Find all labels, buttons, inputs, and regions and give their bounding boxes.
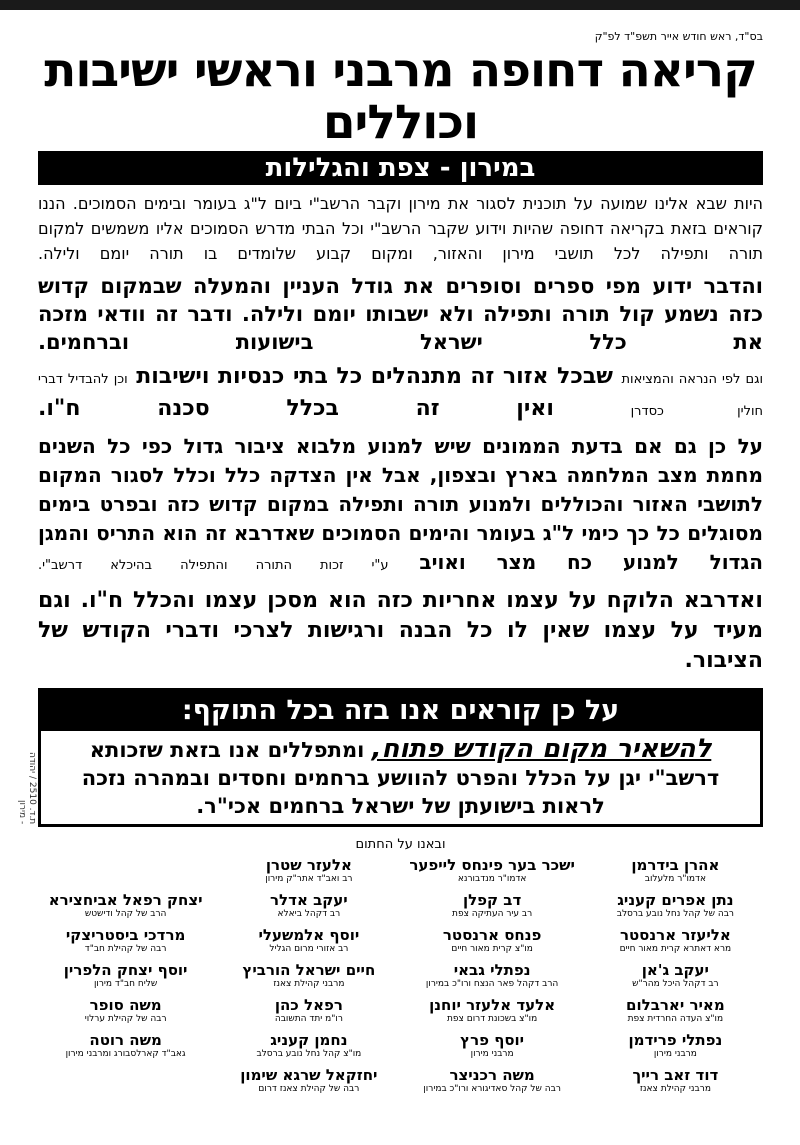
signature bbox=[588, 891, 763, 920]
signature-name: אליעזר ארנסטר bbox=[619, 926, 731, 944]
signature bbox=[38, 996, 213, 1025]
paragraph-3-end: ואין זה בכלל סכנה ח"ו. bbox=[38, 396, 554, 421]
paragraph-3-intro: וגם לפי הנראה והמציאות bbox=[621, 372, 763, 387]
signature bbox=[405, 1031, 580, 1060]
signature bbox=[221, 1031, 396, 1060]
signature-name: מאיר יארבלום bbox=[626, 996, 725, 1014]
signature bbox=[221, 996, 396, 1025]
signature bbox=[221, 926, 396, 955]
signature bbox=[38, 891, 213, 920]
notice-title: קריאה דחופה מרבני וראשי ישיבות וכוללים bbox=[44, 43, 757, 150]
signature-name: מרדכי ביסטריצקי bbox=[65, 926, 186, 944]
signature bbox=[38, 856, 213, 885]
signature-role: גאב"ד קארלסבורג ומרבני מירון bbox=[65, 1049, 186, 1059]
signature-name: יצחק רפאל אביחצירא bbox=[48, 891, 203, 909]
signature-name: אלעזר שטרן bbox=[265, 856, 352, 874]
signature bbox=[588, 1066, 763, 1095]
location-subtitle: במירון - צפת והגלילות bbox=[38, 151, 763, 185]
signature bbox=[405, 926, 580, 955]
signature-role: רבה של קהל נחל נובע ברסלב bbox=[616, 909, 735, 919]
signature-role: רבה של קהילת צאנז דרום bbox=[258, 1084, 360, 1094]
signature-name: יוסף אלמשעלי bbox=[258, 926, 360, 944]
signature-name: חיים ישראל הורביץ bbox=[242, 961, 376, 979]
notice-page bbox=[17, 30, 763, 1095]
signature bbox=[588, 926, 763, 955]
signature-role: מרבני מירון bbox=[470, 1049, 514, 1059]
signature-name: משה סופר bbox=[89, 996, 162, 1014]
date-line: בס"ד, ראש חודש אייר תשפ"ד לפ"ק bbox=[594, 30, 763, 43]
signature-role: רו"מ יתד התשובה bbox=[274, 1014, 343, 1024]
signature-name: יעקב ג'אן bbox=[641, 961, 709, 979]
signature bbox=[38, 961, 213, 990]
signature-role: מו"צ קרית מאור חיים bbox=[451, 944, 533, 954]
call-box-emphasis: להשאיר מקום הקודש פתוח, bbox=[371, 734, 712, 764]
signature-role: מרבני קהילת צאנז bbox=[639, 1084, 711, 1094]
signature-role: רב דקהל ביאלא bbox=[277, 909, 341, 919]
paragraph-4-end: ע"י זכות התורה והתפילה בהיכלא דרשב"י. bbox=[38, 558, 389, 573]
signature-name: נפתלי גבאי bbox=[453, 961, 531, 979]
signature-role: רב ואב"ד אתר"ק מירון bbox=[265, 874, 353, 884]
signature-name: אהרן בידרמן bbox=[631, 856, 720, 874]
paragraph-2: והדבר ידוע מפי ספרים וסופרים את גודל העניין והמעלה שבמקום קדוש כזה נשמע קול תורה ותפילה ולא ישבותו יומם ולילה. ודבר זה וודאי מזכה את כלל ישראל בישועות וברחמים. bbox=[38, 274, 763, 354]
signature-role: רבה של קהל סאדיגורא ורו"כ במירון bbox=[423, 1084, 561, 1094]
paragraph-4 bbox=[38, 432, 763, 580]
signature bbox=[38, 926, 213, 955]
signature-role: מו"צ קהל נחל נובע ברסלב bbox=[256, 1049, 362, 1059]
signature-role: רבה של קהילת ערלוי bbox=[84, 1014, 167, 1024]
paragraph-5: ואדרבא הלוקח על עצמו אחריות כזה הוא מסכן עצמו והכלל ח"ו. וגם מעיד על עצמו שאין לו כל הבנה ורגישות לצרכי ודברי הקודש של הציבור. bbox=[38, 588, 763, 673]
signature bbox=[588, 996, 763, 1025]
signature-name: נפתלי פרידמן bbox=[628, 1031, 723, 1049]
signature bbox=[405, 961, 580, 990]
signature-role: מו"צ בשכונת דרום צפת bbox=[447, 1014, 538, 1024]
signature bbox=[38, 1066, 213, 1095]
signatures-grid bbox=[38, 856, 763, 1095]
signature-role: מו"צ העדה החרדית צפת bbox=[627, 1014, 724, 1024]
call-box-heading: על כן קוראים אנו בזה בכל התוקף: bbox=[41, 691, 760, 731]
signature-role: אדמו"ר מנדבורנא bbox=[457, 874, 527, 884]
signature bbox=[588, 856, 763, 885]
signature-name: משה רכניצר bbox=[449, 1066, 535, 1084]
signature-name: דב קפלן bbox=[462, 891, 522, 909]
signature-name: דוד זאב רייך bbox=[632, 1066, 719, 1084]
signature-name: נתן אפרים קעניג bbox=[617, 891, 734, 909]
signature-name: רפאל כהן bbox=[274, 996, 343, 1014]
signature bbox=[405, 996, 580, 1025]
signature-role: מרא דאתרא קרית מאור חיים bbox=[619, 944, 732, 954]
signature bbox=[405, 891, 580, 920]
call-box-text: ומתפללים אנו בזאת שזכותא דרשב"י יגן על הכלל והפרט להוושע ברחמים וחסדים ובמהרה נזכה לראות בישועתן של ישראל ברחמים אכי"ר. bbox=[81, 738, 720, 818]
signature bbox=[221, 891, 396, 920]
signature bbox=[588, 1031, 763, 1060]
signature-name: אלעד אלעזר יוחנן bbox=[429, 996, 556, 1014]
signature-role: רבה של קהילת חב"ד bbox=[84, 944, 167, 954]
signature-name: יוסף פרץ bbox=[460, 1031, 525, 1049]
signature-role: הרב של קהל ודישטש bbox=[84, 909, 167, 919]
signature-role: מרבני קהילת צאנז bbox=[273, 979, 345, 989]
signature bbox=[221, 1066, 396, 1095]
paragraph-3-main: שבכל אזור זה מתנהלים כל בתי כנסיות וישיבות bbox=[136, 364, 613, 389]
call-box-body bbox=[41, 731, 760, 824]
signature bbox=[221, 856, 396, 885]
paragraph-3 bbox=[38, 362, 763, 426]
side-note: ת.ד. 2510 / יהודה - מירון bbox=[17, 751, 37, 824]
call-box bbox=[17, 688, 763, 827]
paragraph-3-aside: וכן להבדיל דברי חולין כסדרן bbox=[38, 372, 763, 419]
signature-name: ישכר בער פינחס לייפער bbox=[409, 856, 575, 874]
signature-role: אדמו"ר מלעלוב bbox=[644, 874, 706, 884]
signature-name: יעקב אדלר bbox=[270, 891, 348, 909]
top-bar bbox=[0, 0, 800, 10]
signature-name: יוסף יצחק הלפרין bbox=[63, 961, 188, 979]
paragraph-1: היות שבא אלינו שמועה על תוכנית לסגור את מירון וקבר הרשב"י ביום ל"ג בעומר ובימים הסמוכים. הננו קוראים בזאת בקריאה דחופה שהיות וידוע שקבר הרשב"י וכל הבתי מדרש הסמוכים אליו משמשים למקום תורה ותפילה לכל תושבי מירון והאזור, ומקום קבוע שלומדים בו תורה יומם ולילה. bbox=[38, 194, 763, 263]
signature-role: רב דקהל היכל מהר"ש bbox=[632, 979, 719, 989]
signature-role: מרבני מירון bbox=[653, 1049, 697, 1059]
signature-role: רב אזורי מרום הגליל bbox=[269, 944, 349, 954]
signed-label: ובאנו על החתום bbox=[355, 837, 446, 852]
signature bbox=[221, 961, 396, 990]
signature-role: רב עיר העתיקה צפת bbox=[452, 909, 533, 919]
signature-role: שליח חב"ד מירון bbox=[93, 979, 158, 989]
signature-name: פנחס ארנסטר bbox=[442, 926, 542, 944]
paragraph-4-main: על כן גם אם בדעת הממונים שיש למנוע מלבוא ציבור גדול כפי כל השנים מחמת מצב המלחמה בארץ ובצפון, אבל אין הצדקה כלל וכלל לסגור המקום לתושבי האזור והכוללים ולמנוע תורה ותפילה במקום קדוש כזה ובפרט בימים מסוגלים כל כך כימי ל"ג בעומר והימים הסמוכים שאדרבא זה הוא התריס והמגן הגדול למנוע כח מצר ואויב bbox=[38, 434, 763, 574]
signature-name: נחמן קעניג bbox=[270, 1031, 348, 1049]
signature-role: הרב דקהל פאר הנצח ורו"כ במירון bbox=[425, 979, 559, 989]
signature bbox=[405, 1066, 580, 1095]
signature-name: משה רוטה bbox=[89, 1031, 162, 1049]
signature-name: יחזקאל שרגא שימון bbox=[240, 1066, 378, 1084]
signature bbox=[588, 961, 763, 990]
signature bbox=[38, 1031, 213, 1060]
signature bbox=[405, 856, 580, 885]
